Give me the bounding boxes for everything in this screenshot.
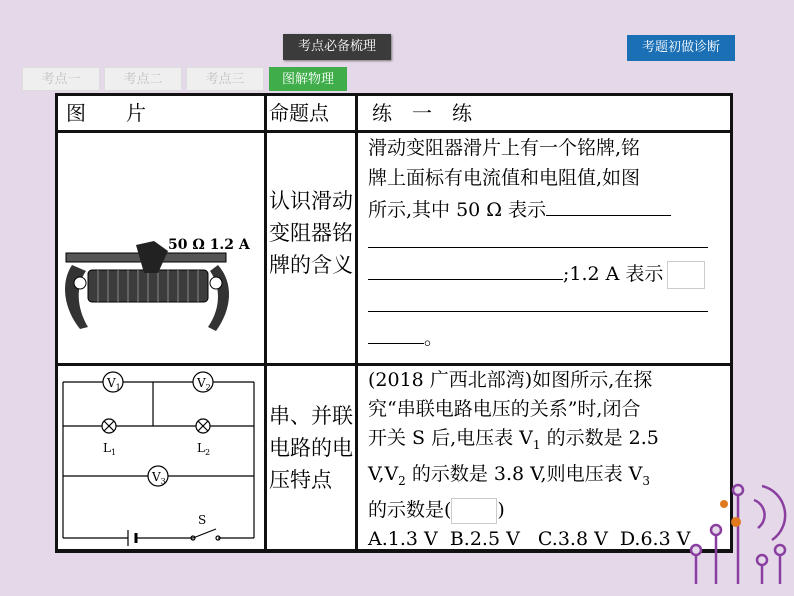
v1-label: $V_1$: [107, 376, 121, 392]
q1-line1: 滑动变阻器滑片上有一个铭牌,铭: [368, 137, 641, 159]
tab-kaodian-2[interactable]: 考点二: [104, 67, 182, 91]
tab-kaodian-1[interactable]: 考点一: [22, 67, 100, 91]
decorative-circuit-icon: [676, 474, 794, 596]
header-point: 命题点: [267, 96, 355, 130]
section-title-button[interactable]: 考点必备梳理: [283, 34, 391, 60]
tab-tujie-wuli[interactable]: 图解物理: [269, 67, 347, 91]
q1-line3: 所示,其中 50 Ω 表示: [368, 199, 547, 221]
v2-label: $V_2$: [197, 376, 211, 392]
q1-line7: 。: [424, 327, 444, 349]
practice-rheostat: [358, 133, 730, 363]
practice-voltage: [358, 366, 730, 549]
q1-line2: 牌上面标有电流值和电阻值,如图: [368, 167, 641, 189]
circuit-image-cell: [58, 366, 264, 549]
q2-line5: 的示数是(: [368, 498, 452, 521]
q2-line5-end: ): [497, 498, 505, 521]
answer-box-q2[interactable]: [451, 498, 497, 524]
answer-blank-1b[interactable]: [368, 225, 708, 248]
switch-label: S: [198, 513, 207, 527]
rheostat-image: [58, 133, 264, 363]
diagnosis-button[interactable]: 考题初做诊断: [627, 35, 735, 61]
v3-label: $V_3$: [152, 470, 166, 486]
header-practice: 练 一 练: [358, 96, 730, 130]
answer-blank-2c[interactable]: [368, 321, 424, 344]
q2-line3: 开关 S 后,电压表 $V_1$ 的示数是 2.5: [368, 427, 659, 452]
q2-line4: $V,V_2$ 的示数是 3.8 V,则电压表 $V_3$: [368, 462, 650, 488]
header-picture: 图 片: [58, 96, 264, 130]
answer-blank-1c[interactable]: [368, 257, 563, 280]
circuit-diagram: [58, 366, 264, 549]
rheostat-nameplate-label: 50 Ω 1.2 A: [168, 237, 250, 253]
q2-line2: 究“串联电路电压的关系”时,闭合: [368, 398, 641, 420]
q1-line5: ;1.2 A 表示: [563, 263, 664, 285]
l1-label: $L_1$: [103, 441, 117, 457]
answer-blank-1a[interactable]: [546, 193, 671, 216]
answer-blank-2b[interactable]: [368, 289, 708, 312]
q2-options: A.1.3 V B.2.5 V C.3.8 V D.6.3 V: [368, 527, 691, 550]
rheostat-image-cell: [58, 133, 264, 363]
content-table: [55, 93, 733, 553]
point-rheostat: 认识滑动变阻器铭牌的含义: [267, 133, 355, 363]
q2-line1: (2018 广西北部湾)如图所示,在探: [368, 369, 653, 391]
answer-box-2a[interactable]: [667, 261, 705, 289]
tab-kaodian-3[interactable]: 考点三: [186, 67, 264, 91]
point-voltage: 串、并联电路的电压特点: [267, 366, 355, 549]
l2-label: $L_2$: [197, 441, 211, 457]
